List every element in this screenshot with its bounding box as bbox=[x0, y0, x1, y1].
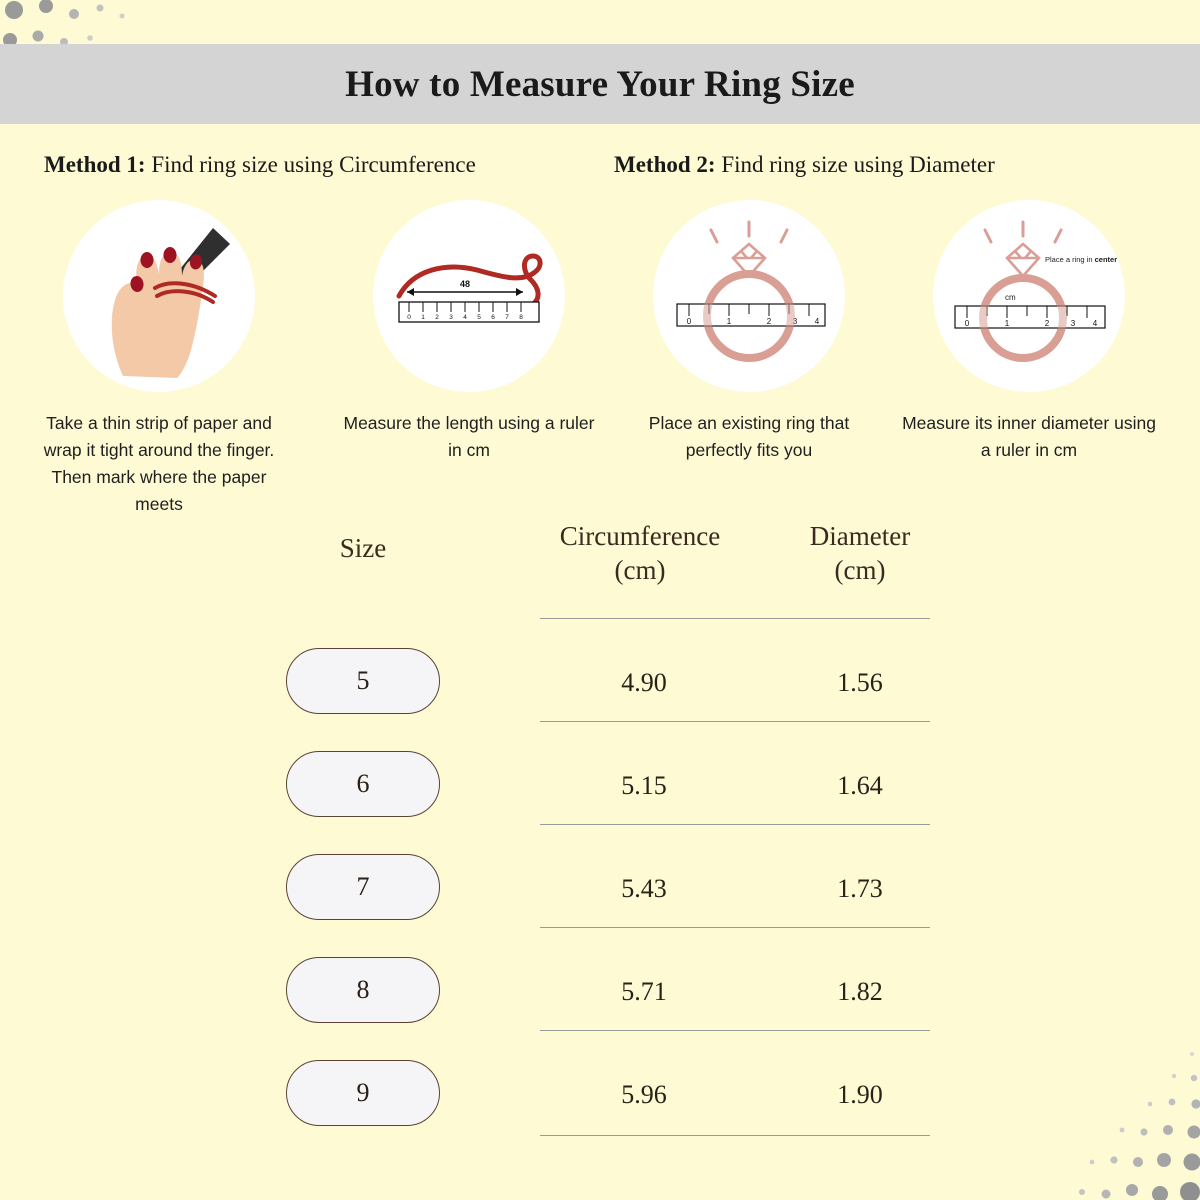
svg-text:1: 1 bbox=[421, 314, 425, 321]
svg-text:Place a ring in center: Place a ring in center bbox=[1045, 255, 1118, 264]
svg-text:0: 0 bbox=[407, 314, 411, 321]
method-2-label: Method 2: bbox=[614, 152, 716, 177]
circumference-value: 5.15 bbox=[621, 771, 667, 800]
diameter-value: 1.90 bbox=[837, 1080, 883, 1109]
svg-text:4: 4 bbox=[463, 314, 467, 321]
page-title-banner bbox=[0, 44, 1200, 124]
hand-with-paper-strip-icon bbox=[63, 200, 255, 392]
step-1-caption: Take a thin strip of paper and wrap it tight around the finger. Then mark where the paper meets bbox=[43, 413, 275, 515]
page-title: How to Measure Your Ring Size bbox=[345, 63, 855, 105]
table-rule bbox=[540, 1030, 930, 1031]
diameter-value: 1.64 bbox=[837, 771, 883, 800]
table-header-circumference-label: Circumference bbox=[559, 521, 721, 551]
circumference-value: 4.90 bbox=[621, 668, 667, 697]
method-1-heading bbox=[44, 152, 476, 178]
diameter-value: 1.73 bbox=[837, 874, 883, 903]
steps-row bbox=[0, 200, 1200, 530]
svg-text:cm: cm bbox=[1005, 293, 1016, 302]
svg-text:1: 1 bbox=[1004, 319, 1010, 328]
table-header-diameter-label: Diameter bbox=[809, 521, 911, 551]
method-1-label: Method 1: bbox=[44, 152, 146, 177]
svg-text:48: 48 bbox=[459, 279, 471, 289]
svg-text:4: 4 bbox=[814, 317, 820, 326]
table-row[interactable] bbox=[286, 854, 440, 920]
svg-text:0: 0 bbox=[964, 319, 970, 328]
ring-on-ruler-icon bbox=[653, 200, 845, 392]
table-row[interactable] bbox=[286, 1060, 440, 1126]
table-header-diameter-unit: (cm) bbox=[834, 554, 886, 585]
table-row[interactable] bbox=[286, 751, 440, 817]
svg-text:2: 2 bbox=[1044, 319, 1050, 328]
step-card-3 bbox=[618, 200, 880, 464]
svg-text:3: 3 bbox=[1070, 319, 1076, 328]
table-rule bbox=[540, 721, 930, 722]
size-value: 9 bbox=[356, 1078, 370, 1107]
svg-text:3: 3 bbox=[449, 314, 453, 321]
table-rule bbox=[540, 824, 930, 825]
table-header-circumference bbox=[540, 520, 740, 588]
svg-text:2: 2 bbox=[435, 314, 439, 321]
size-value: 7 bbox=[356, 872, 370, 901]
svg-text:5: 5 bbox=[477, 314, 481, 321]
table-rule bbox=[540, 1135, 930, 1136]
svg-text:1: 1 bbox=[726, 317, 732, 326]
step-card-4 bbox=[898, 200, 1160, 464]
diameter-value: 1.56 bbox=[837, 668, 883, 697]
table-header-circumference-unit: (cm) bbox=[614, 554, 666, 585]
svg-text:3: 3 bbox=[792, 317, 798, 326]
method-2-heading bbox=[614, 152, 995, 178]
size-value: 6 bbox=[356, 769, 370, 798]
decorative-dots-bottom-right bbox=[1020, 1010, 1200, 1200]
table-row[interactable] bbox=[286, 648, 440, 714]
svg-text:2: 2 bbox=[766, 317, 772, 326]
svg-text:8: 8 bbox=[519, 314, 523, 321]
circumference-value: 5.96 bbox=[621, 1080, 667, 1109]
step-3-caption: Place an existing ring that perfectly fits you bbox=[648, 413, 850, 461]
table-row[interactable] bbox=[286, 957, 440, 1023]
svg-text:4: 4 bbox=[1092, 319, 1098, 328]
svg-text:6: 6 bbox=[491, 314, 495, 321]
method-1-text: Find ring size using Circumference bbox=[145, 152, 476, 177]
size-value: 5 bbox=[356, 666, 370, 695]
table-header-diameter bbox=[760, 520, 960, 588]
circumference-value: 5.43 bbox=[621, 874, 667, 903]
diameter-value: 1.82 bbox=[837, 977, 883, 1006]
circumference-value: 5.71 bbox=[621, 977, 667, 1006]
step-card-1 bbox=[28, 200, 290, 519]
method-2-text: Find ring size using Diameter bbox=[715, 152, 995, 177]
table-header-size: Size bbox=[339, 533, 387, 563]
table-rule bbox=[540, 927, 930, 928]
ruler-measuring-strip-icon bbox=[373, 200, 565, 392]
size-value: 8 bbox=[356, 975, 370, 1004]
step-2-caption: Measure the length using a ruler in cm bbox=[343, 413, 595, 461]
table-rule bbox=[540, 618, 930, 619]
svg-text:7: 7 bbox=[505, 314, 509, 321]
step-4-caption: Measure its inner diameter using a ruler in cm bbox=[902, 413, 1156, 461]
step-card-2 bbox=[338, 200, 600, 464]
ring-inner-diameter-ruler-icon bbox=[933, 200, 1125, 392]
svg-text:0: 0 bbox=[686, 317, 692, 326]
